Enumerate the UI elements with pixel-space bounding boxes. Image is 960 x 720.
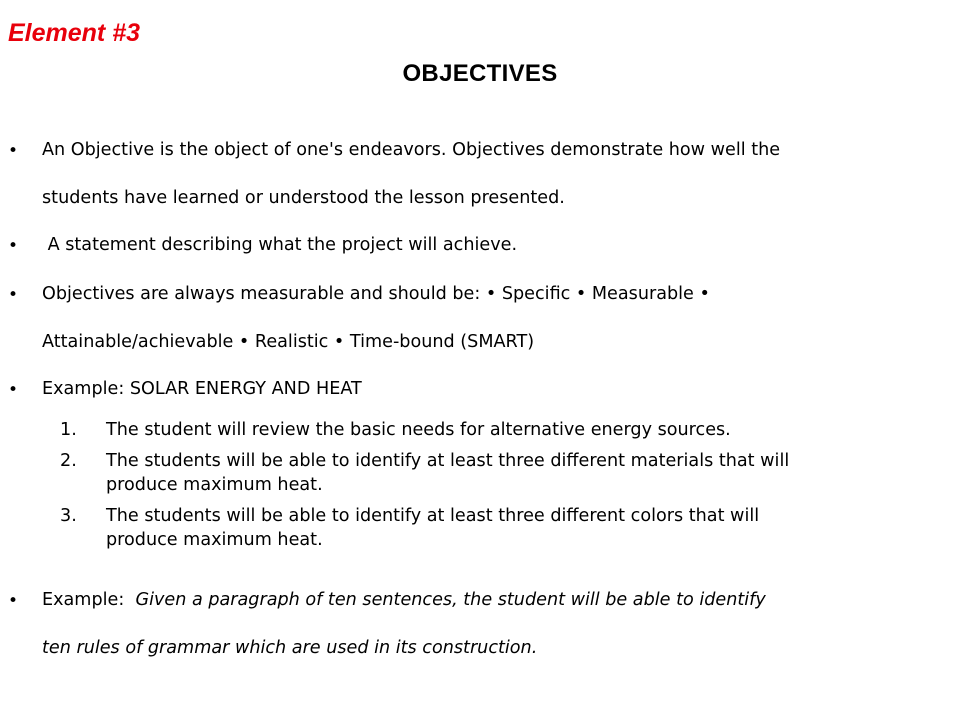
- example-italic-text: Given a paragraph of ten sentences, the student will be able to identify: [135, 590, 766, 610]
- bullet-icon: •: [8, 236, 19, 256]
- bullet-icon: •: [8, 285, 19, 305]
- bullet-icon: •: [8, 141, 19, 161]
- example-line: [42, 590, 766, 610]
- example-line: [42, 379, 362, 399]
- slide-title: OBJECTIVES: [402, 60, 558, 87]
- bullet-line: An Objective is the object of one's endeavors. Objectives demonstrate how well the: [42, 140, 781, 160]
- bullet-line: A statement describing what the project will achieve.: [42, 235, 518, 255]
- item-number: 3.: [60, 506, 77, 526]
- element-label: Element #3: [8, 19, 141, 47]
- bullet-line: Objectives are always measurable and should be: • Specific • Measurable •: [42, 284, 710, 304]
- bullet-line: students have learned or understood the lesson presented.: [42, 188, 565, 208]
- example-prefix: Example:: [42, 379, 130, 399]
- bullet-line: Attainable/achievable • Realistic • Time-bound (SMART): [42, 332, 535, 352]
- item-number: 1.: [60, 420, 77, 440]
- example-prefix: Example:: [42, 590, 136, 610]
- item-number: 2.: [60, 451, 77, 471]
- item-text: The students will be able to identify at least three different colors that will: [106, 506, 760, 526]
- item-text: produce maximum heat.: [106, 530, 323, 550]
- example-topic: SOLAR ENERGY AND HEAT: [129, 379, 362, 399]
- item-text: The student will review the basic needs for alternative energy sources.: [106, 420, 731, 440]
- item-text: produce maximum heat.: [106, 475, 323, 495]
- bullet-icon: •: [8, 591, 19, 611]
- item-text: The students will be able to identify at least three different materials that will: [106, 451, 790, 471]
- bullet-icon: •: [8, 380, 19, 400]
- example-italic-text: ten rules of grammar which are used in its construction.: [42, 638, 538, 658]
